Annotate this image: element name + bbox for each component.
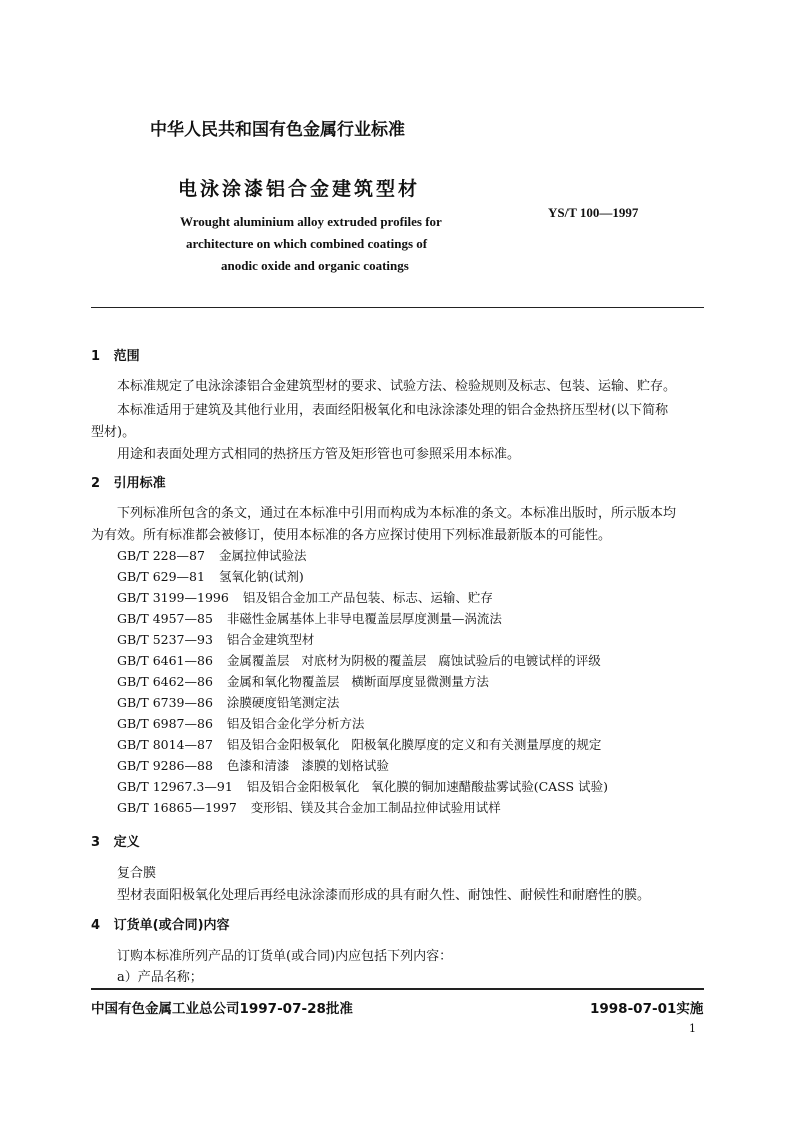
reference-title: 氢氧化钠(试剂) — [218, 569, 304, 584]
reference-code: GB/T 4957—85 — [117, 611, 213, 626]
reference-title: 金属和氧化物覆盖层 横断面厚度显微测量方法 — [226, 674, 489, 689]
effective-date: 1998-07-01实施 — [590, 1001, 704, 1017]
section-2-intro-1: 下列标准所包含的条文，通过在本标准中引用而构成为本标准的条文。本标准出版时，所示版本均 — [117, 506, 677, 521]
reference-code: GB/T 8014—87 — [117, 737, 213, 752]
reference-item — [117, 609, 502, 627]
doc-title-cn: 电泳涂漆铝合金建筑型材 — [178, 178, 421, 200]
org-title: 中华人民共和国有色金属行业标准 — [150, 120, 405, 140]
reference-title: 铝及铝合金阳极氧化 氧化膜的铜加速醋酸盐雾试验(CASS 试验) — [246, 779, 608, 794]
header-divider — [91, 307, 704, 308]
reference-code: GB/T 629—81 — [117, 569, 205, 584]
reference-item — [117, 777, 608, 795]
section-4-item-a: a）产品名称； — [117, 970, 203, 985]
reference-code: GB/T 6987—86 — [117, 716, 213, 731]
reference-code: GB/T 3199—1996 — [117, 590, 229, 605]
reference-code: GB/T 16865—1997 — [117, 800, 237, 815]
reference-code: GB/T 228—87 — [117, 548, 205, 563]
section-1-para-1: 本标准规定了电泳涂漆铝合金建筑型材的要求、试验方法、检验规则及标志、包装、运输、贮存。 — [117, 379, 677, 394]
section-1-heading: 1 范围 — [91, 349, 140, 364]
section-3-term: 复合膜 — [117, 866, 157, 881]
reference-item — [117, 798, 501, 816]
reference-code: GB/T 5237—93 — [117, 632, 213, 647]
reference-title: 铝及铝合金化学分析方法 — [226, 716, 365, 731]
section-1-para-2: 本标准适用于建筑及其他行业用，表面经阳极氧化和电泳涂漆处理的铝合金热挤压型材(以下简称 — [117, 403, 669, 418]
section-3-heading: 3 定义 — [91, 835, 140, 850]
reference-title: 变形铝、镁及其合金加工制品拉伸试验用试样 — [250, 800, 501, 815]
footer-divider — [91, 988, 704, 990]
reference-title: 涂膜硬度铅笔测定法 — [226, 695, 340, 710]
reference-title: 非磁性金属基体上非导电覆盖层厚度测量—涡流法 — [226, 611, 502, 626]
section-1-para-2-cont: 型材)。 — [91, 425, 136, 440]
reference-item — [117, 546, 306, 564]
reference-item — [117, 693, 339, 711]
reference-code: GB/T 6462—86 — [117, 674, 213, 689]
reference-title: 铝及铝合金加工产品包装、标志、运输、贮存 — [242, 590, 493, 605]
section-4-intro: 订购本标准所列产品的订货单(或合同)内应包括下列内容： — [117, 949, 453, 964]
reference-item — [117, 588, 493, 606]
reference-title: 铝合金建筑型材 — [226, 632, 315, 647]
reference-code: GB/T 6461—86 — [117, 653, 213, 668]
reference-item — [117, 651, 601, 669]
reference-item — [117, 567, 304, 585]
doc-title-en-line2: architecture on which combined coatings of — [186, 236, 428, 251]
reference-code: GB/T 6739—86 — [117, 695, 213, 710]
section-1-para-3: 用途和表面处理方式相同的热挤压方管及矩形管也可参照采用本标准。 — [117, 447, 521, 462]
section-4-heading: 4 订货单(或合同)内容 — [91, 918, 230, 933]
reference-title: 金属拉伸试验法 — [218, 548, 307, 563]
reference-item — [117, 672, 489, 690]
approval-line: 中国有色金属工业总公司1997-07-28批准 — [91, 1001, 353, 1017]
reference-code: GB/T 12967.3—91 — [117, 779, 233, 794]
page-number: 1 — [689, 1022, 696, 1035]
doc-title-en-line1: Wrought aluminium alloy extruded profiles for — [180, 214, 442, 229]
reference-title: 铝及铝合金阳极氧化 阳极氧化膜厚度的定义和有关测量厚度的规定 — [226, 737, 602, 752]
section-3-definition: 型材表面阳极氧化处理后再经电泳涂漆而形成的具有耐久性、耐蚀性、耐候性和耐磨性的膜。 — [117, 888, 651, 903]
standard-number: YS/T 100—1997 — [548, 205, 639, 220]
section-2-intro-2: 为有效。所有标准都会被修订，使用本标准的各方应探讨使用下列标准最新版本的可能性。 — [91, 528, 612, 543]
section-2-heading: 2 引用标准 — [91, 476, 166, 491]
reference-item — [117, 735, 601, 753]
reference-title: 色漆和清漆 漆膜的划格试验 — [226, 758, 389, 773]
reference-code: GB/T 9286—88 — [117, 758, 213, 773]
reference-item — [117, 714, 364, 732]
doc-title-en-line3: anodic oxide and organic coatings — [221, 258, 409, 273]
reference-item — [117, 630, 314, 648]
reference-title: 金属覆盖层 对底材为阴极的覆盖层 腐蚀试验后的电镀试样的评级 — [226, 653, 601, 668]
reference-item — [117, 756, 389, 774]
